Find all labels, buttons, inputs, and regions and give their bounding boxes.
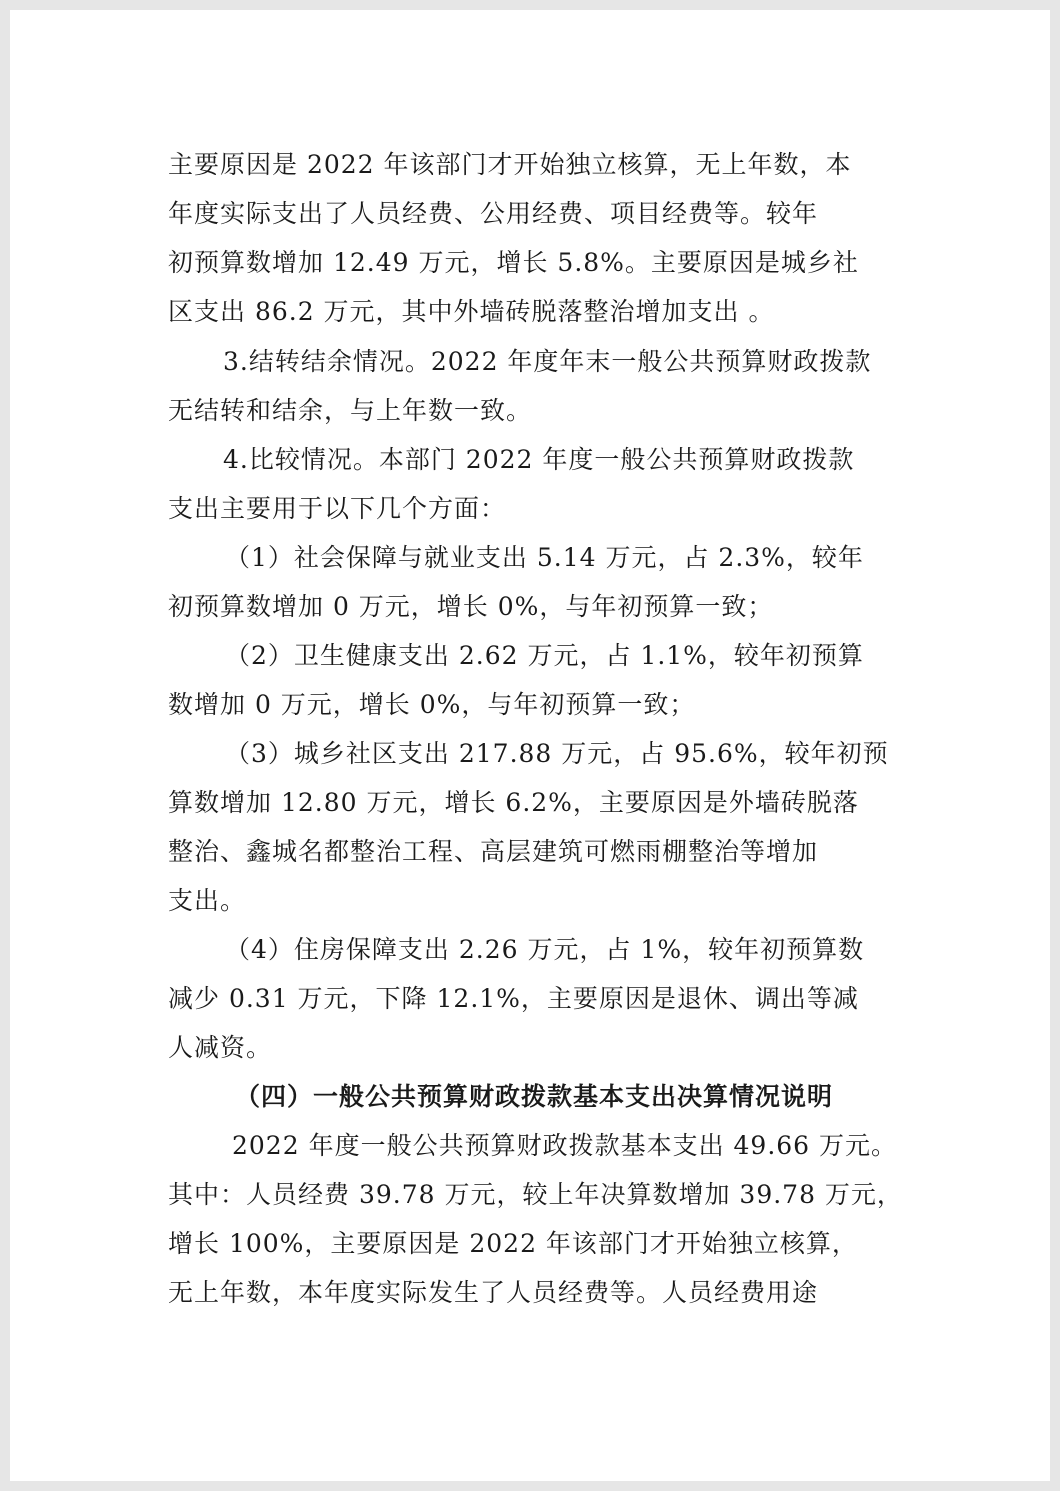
text-line: 无上年数，本年度实际发生了人员经费等。人员经费用途 xyxy=(168,1278,819,1307)
text-line: 数增加 0 万元，增长 0%，与年初预算一致； xyxy=(168,690,696,719)
text-line: （4）住房保障支出 2.26 万元，占 1%，较年初预算数 xyxy=(225,935,865,964)
text-line: 其中：人员经费 39.78 万元，较上年决算数增加 39.78 万元， xyxy=(168,1180,903,1209)
text-line: 区支出 86.2 万元，其中外墙砖脱落整治增加支出 。 xyxy=(168,297,775,326)
text-line: 2022 年度一般公共预算财政拨款基本支出 49.66 万元。 xyxy=(232,1131,898,1160)
text-line: 减少 0.31 万元，下降 12.1%，主要原因是退休、调出等减 xyxy=(168,984,859,1013)
text-line: 年度实际支出了人员经费、公用经费、项目经费等。较年 xyxy=(168,199,819,228)
text-line: 支出主要用于以下几个方面： xyxy=(168,494,507,523)
text-line: 人减资。 xyxy=(168,1033,273,1062)
text-line: （3）城乡社区支出 217.88 万元，占 95.6%，较年初预 xyxy=(225,739,889,768)
text-line: 算数增加 12.80 万元，增长 6.2%，主要原因是外墙砖脱落 xyxy=(168,788,859,817)
text-line: 3.结转结余情况。2022 年度年末一般公共预算财政拨款 xyxy=(223,347,872,376)
text-line: 增长 100%，主要原因是 2022 年该部门才开始独立核算， xyxy=(168,1229,858,1258)
text-line: 初预算数增加 0 万元，增长 0%，与年初预算一致； xyxy=(168,592,774,621)
document-page xyxy=(10,10,1050,1481)
text-line: （2）卫生健康支出 2.62 万元，占 1.1%，较年初预算 xyxy=(225,641,864,670)
text-line: 无结转和结余，与上年数一致。 xyxy=(168,396,533,425)
text-line: 整治、鑫城名都整治工程、高层建筑可燃雨棚整治等增加 xyxy=(168,837,819,866)
text-line: （1）社会保障与就业支出 5.14 万元，占 2.3%，较年 xyxy=(225,543,864,572)
section-heading: （四）一般公共预算财政拨款基本支出决算情况说明 xyxy=(235,1082,834,1111)
text-line: 支出。 xyxy=(168,886,247,915)
text-line: 4.比较情况。本部门 2022 年度一般公共预算财政拨款 xyxy=(223,445,855,474)
text-line: 主要原因是 2022 年该部门才开始独立核算，无上年数，本 xyxy=(168,150,852,179)
text-line: 初预算数增加 12.49 万元，增长 5.8%。主要原因是城乡社 xyxy=(168,248,859,277)
